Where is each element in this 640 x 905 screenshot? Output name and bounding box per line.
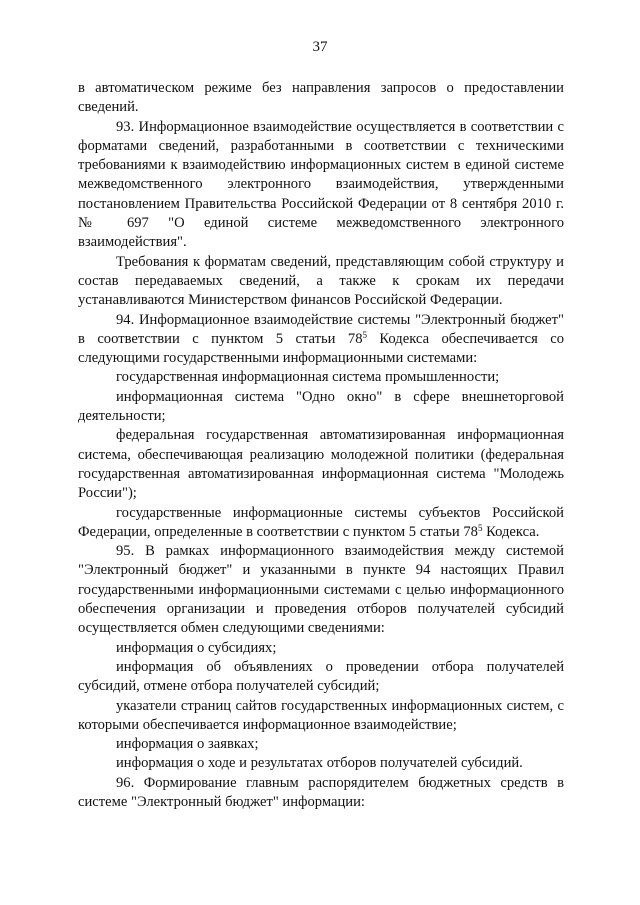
paragraph-96: 96. Формирование главным распорядителем бюджетных средств в системе "Электронный бюджет" информации: — [78, 774, 564, 810]
list-item-selection-results: информация о ходе и результатах отборов получателей субсидий. — [116, 755, 523, 772]
paragraph-94-superscript: 5 — [362, 329, 367, 340]
list-item-subsidies-info: информация о субсидиях; — [116, 639, 277, 656]
list-item-single-window: информационная система "Одно окно" в сфере внешнеторговой деятельности; — [78, 388, 564, 425]
paragraph-93: 93. Информационное взаимодействие осуществляется в соответствии с форматами сведений, разработанными в соответствии с техническими требованиями к взаимодействию информационных систем в единой системе межведомственного электронного взаимодействия, утвержденными постановлением Правительства Российской Федерации от 8 сентября 2010 г. № 697 "О единой системе межведомственного электронного взаимодействия". — [78, 118, 564, 251]
paragraph-continuation: в автоматическом режиме без направления запросов о предоставлении сведений. — [78, 80, 564, 116]
list-item-site-pointers: указатели страниц сайтов государственных информационных систем, с которыми обеспечивается информационное взаимодействие; — [78, 697, 564, 733]
paragraph-94 — [78, 311, 564, 369]
regional-systems-superscript: 5 — [477, 522, 483, 533]
list-item-youth-system: федеральная государственная автоматизированная информационная система, обеспечивающая реализацию молодежной политики (федеральная государственная автоматизированная информационная система "Молодежь России"); — [78, 427, 564, 502]
paragraph-95: 95. В рамках информационного взаимодействия между системой "Электронный бюджет" и указанными в пункте 94 настоящих Правил государственными информационными системами с целью информационного обеспечения организации и проведения отборов получателей субсидий осуществляется обмен следующими сведениями: — [78, 543, 564, 637]
regional-systems-text-after: Кодекса. — [482, 523, 540, 540]
paragraph-94-text-before: 94. Информационное взаимодействие системы "Электронный бюджет" в соответствии с пунктом 5 статьи 78 — [78, 311, 564, 347]
list-item-applications-info: информация о заявках; — [116, 736, 259, 753]
list-item-announcements-info: информация об объявлениях о проведении отбора получателей субсидий, отмене отбора получателей субсидий; — [78, 658, 564, 695]
list-item-industry-system: государственная информационная система промышленности; — [116, 369, 500, 386]
paragraph-format-requirements: Требования к форматам сведений, представляющим собой структуру и состав передаваемых сведений, а также к срокам их передачи устанавливаются Министерством финансов Российской Федерации. — [78, 253, 564, 309]
document-body — [78, 79, 564, 812]
page-number: 37 — [312, 39, 328, 55]
paragraph-94-text-after: Кодекса обеспечивается со следующими государственными информационными системами: — [78, 330, 565, 367]
regional-systems-text-before: государственные информационные системы субъектов Российской Федерации, определенные в соответствии с пунктом 5 статьи 78 — [78, 504, 564, 540]
list-item-regional-systems — [78, 504, 564, 543]
